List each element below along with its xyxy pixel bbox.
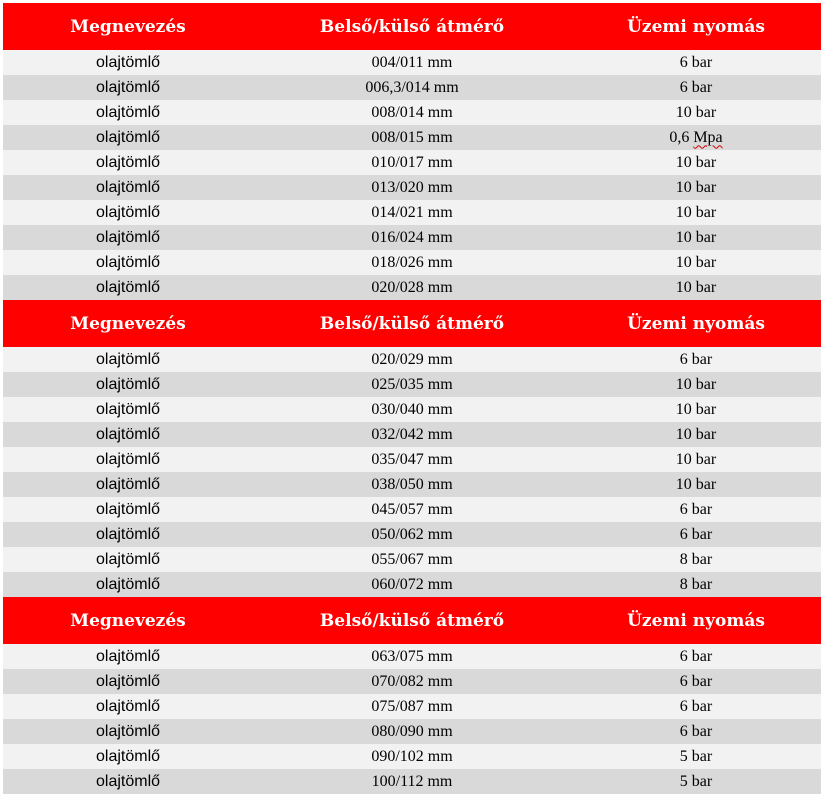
- table-row: [3, 572, 821, 597]
- table-row: [3, 472, 821, 497]
- cell-name: olajtömlő: [95, 253, 161, 271]
- cell-diameter: 004/011 mm: [371, 53, 453, 71]
- cell-diameter: 020/028 mm: [371, 278, 453, 296]
- table-section: [3, 300, 821, 597]
- cell-pressure: 10 bar: [675, 375, 717, 393]
- cell-name: olajtömlő: [95, 550, 161, 568]
- cell-name: olajtömlő: [95, 747, 161, 765]
- table-row: [3, 75, 821, 100]
- cell-diameter: 055/067 mm: [371, 550, 453, 568]
- cell-name: olajtömlő: [95, 722, 161, 740]
- header-diameter: Belső/külső átmérő: [319, 313, 505, 334]
- cell-name: olajtömlő: [95, 450, 161, 468]
- table-header-row: [3, 597, 821, 644]
- table-row: [3, 694, 821, 719]
- cell-diameter: 038/050 mm: [371, 475, 453, 493]
- cell-pressure: 10 bar: [675, 178, 717, 196]
- table-row: [3, 522, 821, 547]
- cell-diameter: 020/029 mm: [371, 350, 453, 368]
- cell-pressure: 8 bar: [679, 575, 713, 593]
- cell-pressure: 6 bar: [679, 647, 713, 665]
- cell-diameter: 045/057 mm: [371, 500, 453, 518]
- cell-diameter: 090/102 mm: [371, 747, 453, 765]
- cell-diameter: 008/014 mm: [371, 103, 453, 121]
- cell-name: olajtömlő: [95, 425, 161, 443]
- header-name: Megnevezés: [70, 313, 186, 334]
- cell-pressure: 10 bar: [675, 278, 717, 296]
- table-row: [3, 744, 821, 769]
- cell-pressure: 6 bar: [679, 525, 713, 543]
- table-header-row: [3, 300, 821, 347]
- cell-name: olajtömlő: [95, 178, 161, 196]
- cell-diameter: 014/021 mm: [371, 203, 453, 221]
- cell-diameter: 032/042 mm: [371, 425, 453, 443]
- cell-diameter: 075/087 mm: [371, 697, 453, 715]
- table-row: [3, 275, 821, 300]
- cell-name: olajtömlő: [95, 153, 161, 171]
- table-row: [3, 719, 821, 744]
- table-row: [3, 547, 821, 572]
- cell-name: olajtömlő: [95, 228, 161, 246]
- cell-diameter: 070/082 mm: [371, 672, 453, 690]
- hose-spec-table: [3, 3, 821, 794]
- table-row: [3, 125, 821, 150]
- table-row: [3, 372, 821, 397]
- cell-diameter: 025/035 mm: [371, 375, 453, 393]
- cell-diameter: 050/062 mm: [371, 525, 453, 543]
- cell-pressure: 6 bar: [679, 350, 713, 368]
- cell-pressure: 6 bar: [679, 722, 713, 740]
- cell-pressure: 6 bar: [679, 697, 713, 715]
- header-pressure: Üzemi nyomás: [627, 16, 765, 37]
- cell-diameter: 008/015 mm: [371, 128, 453, 146]
- cell-name: olajtömlő: [95, 525, 161, 543]
- cell-pressure: 0,6 Mpa: [669, 128, 723, 146]
- cell-pressure: 6 bar: [679, 53, 713, 71]
- cell-diameter: 018/026 mm: [371, 253, 453, 271]
- cell-pressure: 10 bar: [675, 253, 717, 271]
- cell-pressure: 5 bar: [679, 747, 713, 765]
- cell-pressure: 6 bar: [679, 78, 713, 96]
- table-row: [3, 422, 821, 447]
- cell-diameter: 013/020 mm: [371, 178, 453, 196]
- cell-pressure: 10 bar: [675, 475, 717, 493]
- table-row: [3, 644, 821, 669]
- cell-name: olajtömlő: [95, 500, 161, 518]
- cell-name: olajtömlő: [95, 278, 161, 296]
- table-section: [3, 597, 821, 794]
- cell-pressure: 10 bar: [675, 153, 717, 171]
- header-diameter: Belső/külső átmérő: [319, 610, 505, 631]
- cell-diameter: 030/040 mm: [371, 400, 453, 418]
- header-name: Megnevezés: [70, 16, 186, 37]
- table-row: [3, 669, 821, 694]
- cell-diameter: 100/112 mm: [371, 772, 453, 790]
- cell-name: olajtömlő: [95, 350, 161, 368]
- table-row: [3, 200, 821, 225]
- cell-name: olajtömlő: [95, 53, 161, 71]
- header-diameter: Belső/külső átmérő: [319, 16, 505, 37]
- cell-name: olajtömlő: [95, 400, 161, 418]
- cell-name: olajtömlő: [95, 772, 161, 790]
- cell-diameter: 063/075 mm: [371, 647, 453, 665]
- cell-diameter: 060/072 mm: [371, 575, 453, 593]
- cell-pressure: 6 bar: [679, 672, 713, 690]
- cell-name: olajtömlő: [95, 647, 161, 665]
- cell-diameter: 016/024 mm: [371, 228, 453, 246]
- table-row: [3, 150, 821, 175]
- table-row: [3, 347, 821, 372]
- header-pressure: Üzemi nyomás: [627, 313, 765, 334]
- header-name: Megnevezés: [70, 610, 186, 631]
- table-row: [3, 175, 821, 200]
- table-section: [3, 3, 821, 300]
- table-row: [3, 769, 821, 794]
- table-row: [3, 100, 821, 125]
- cell-name: olajtömlő: [95, 375, 161, 393]
- cell-pressure: 10 bar: [675, 228, 717, 246]
- table-header-row: [3, 3, 821, 50]
- cell-name: olajtömlő: [95, 672, 161, 690]
- cell-name: olajtömlő: [95, 78, 161, 96]
- cell-name: olajtömlő: [95, 203, 161, 221]
- cell-diameter: 080/090 mm: [371, 722, 453, 740]
- cell-pressure: 10 bar: [675, 203, 717, 221]
- table-row: [3, 397, 821, 422]
- table-row: [3, 250, 821, 275]
- table-row: [3, 50, 821, 75]
- cell-diameter: 006,3/014 mm: [365, 78, 459, 96]
- cell-pressure: 8 bar: [679, 550, 713, 568]
- table-row: [3, 497, 821, 522]
- cell-pressure: 10 bar: [675, 450, 717, 468]
- table-row: [3, 447, 821, 472]
- table-row: [3, 225, 821, 250]
- cell-name: olajtömlő: [95, 475, 161, 493]
- cell-diameter: 035/047 mm: [371, 450, 453, 468]
- cell-pressure: 10 bar: [675, 103, 717, 121]
- header-pressure: Üzemi nyomás: [627, 610, 765, 631]
- cell-name: olajtömlő: [95, 128, 161, 146]
- cell-pressure: 6 bar: [679, 500, 713, 518]
- cell-pressure: 10 bar: [675, 425, 717, 443]
- cell-pressure: 5 bar: [679, 772, 713, 790]
- cell-pressure: 10 bar: [675, 400, 717, 418]
- cell-name: olajtömlő: [95, 103, 161, 121]
- cell-name: olajtömlő: [95, 575, 161, 593]
- cell-name: olajtömlő: [95, 697, 161, 715]
- cell-diameter: 010/017 mm: [371, 153, 453, 171]
